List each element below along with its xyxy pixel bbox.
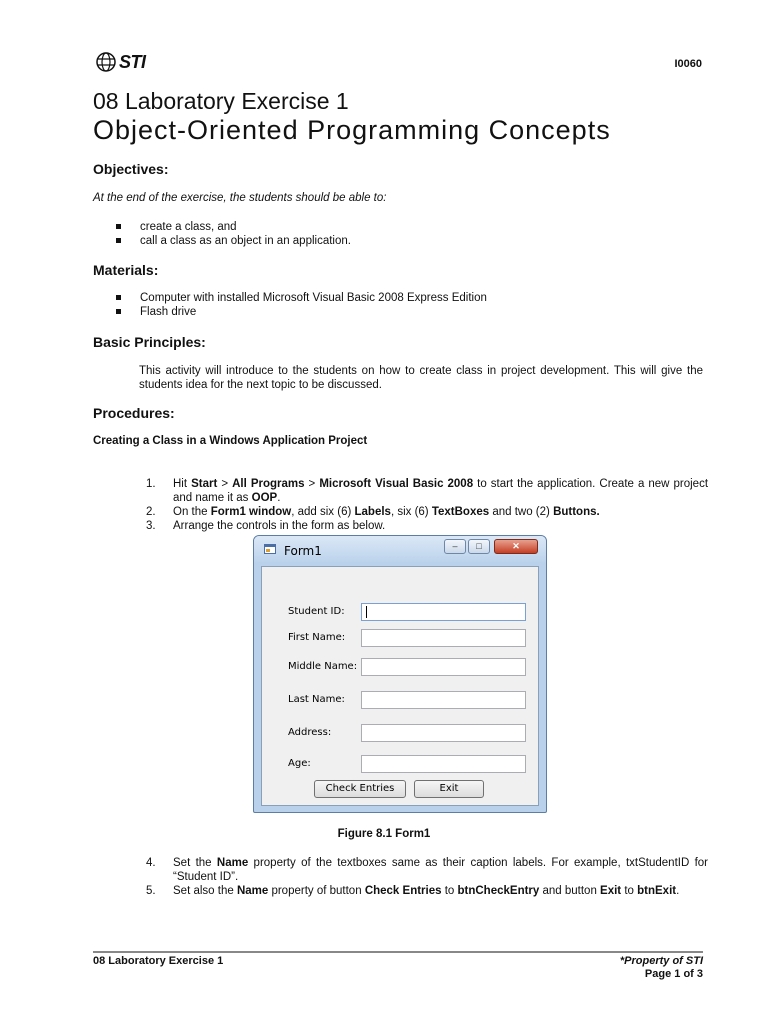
steps-list-b [146,856,708,898]
footer-title: 08 Laboratory Exercise 1 [93,955,224,967]
middle-name-textbox [361,658,526,676]
materials-list [116,291,487,319]
figure-caption: Figure 8.1 Form1 [337,828,431,840]
step-item: 3. Arrange the controls in the form as below. [146,520,386,532]
page-title: Object-Oriented Programming Concepts [93,115,611,145]
page-number: Page 1 of 3 [644,968,703,980]
footer-divider [93,951,703,953]
window-client-area [261,566,539,806]
address-textbox [361,724,526,742]
sti-logo [95,50,146,74]
materials-heading: Materials: [93,262,159,278]
step-item: 1. Hit Start > All Programs > Microsoft Visual Basic 2008 to start the application. Create a new project and name it as OOP. [146,478,709,504]
form1-window-figure [253,535,547,813]
window-titlebar [254,536,546,562]
step-item: 2. On the Form1 window, add six (6) Labels, six (6) TextBoxes and two (2) Buttons. [146,506,600,518]
step-item: 4. Set the Name property of the textboxes same as their caption labels. For example, txtStudentID for “Student ID”. [146,857,709,883]
principles-heading: Basic Principles: [93,334,206,350]
age-textbox [361,755,526,773]
address-label: Address: [288,727,332,738]
sti-globe-icon [95,51,117,73]
age-label: Age: [288,758,311,769]
property-notice: *Property of STI [619,955,703,967]
minimize-icon: – [444,539,466,554]
logo-text: STI [119,51,146,72]
first-name-label: First Name: [288,632,346,643]
lab-title: 08 Laboratory Exercise 1 [93,88,349,114]
document-code: I0060 [674,58,702,70]
exit-button: Exit [414,780,484,798]
list-item: call a class as an object in an application. [116,234,351,248]
step-item: 5. Set also the Name property of button Check Entries to btnCheckEntry and button Exit to btnExit. [146,885,680,897]
objectives-list [116,220,351,248]
student-id-textbox [361,603,526,621]
objectives-heading: Objectives: [93,161,169,177]
middle-name-label: Middle Name: [288,661,358,672]
principles-paragraph: This activity will introduce to the students on how to create class in project development. This will give the students idea for the next topic to be discussed. [139,365,703,391]
check-entries-button: Check Entries [314,780,406,798]
window-caption: Form1 [284,544,322,558]
bullet-icon [116,309,121,314]
bullet-icon [116,224,121,229]
student-id-label: Student ID: [288,606,345,617]
bullet-icon [116,238,121,243]
list-item: create a class, and [116,220,351,234]
steps-list-a [146,477,708,533]
last-name-label: Last Name: [288,694,345,705]
close-icon: ✕ [494,539,538,554]
maximize-icon: □ [468,539,490,554]
procedures-subheading: Creating a Class in a Windows Application Project [93,435,368,447]
footer-right [620,955,703,981]
bullet-icon [116,295,121,300]
first-name-textbox [361,629,526,647]
list-item: Flash drive [116,305,487,319]
list-item: Computer with installed Microsoft Visual Basic 2008 Express Edition [116,291,487,305]
last-name-textbox [361,691,526,709]
objectives-intro: At the end of the exercise, the students should be able to: [93,192,387,204]
procedures-heading: Procedures: [93,405,175,421]
form-icon [264,544,276,554]
